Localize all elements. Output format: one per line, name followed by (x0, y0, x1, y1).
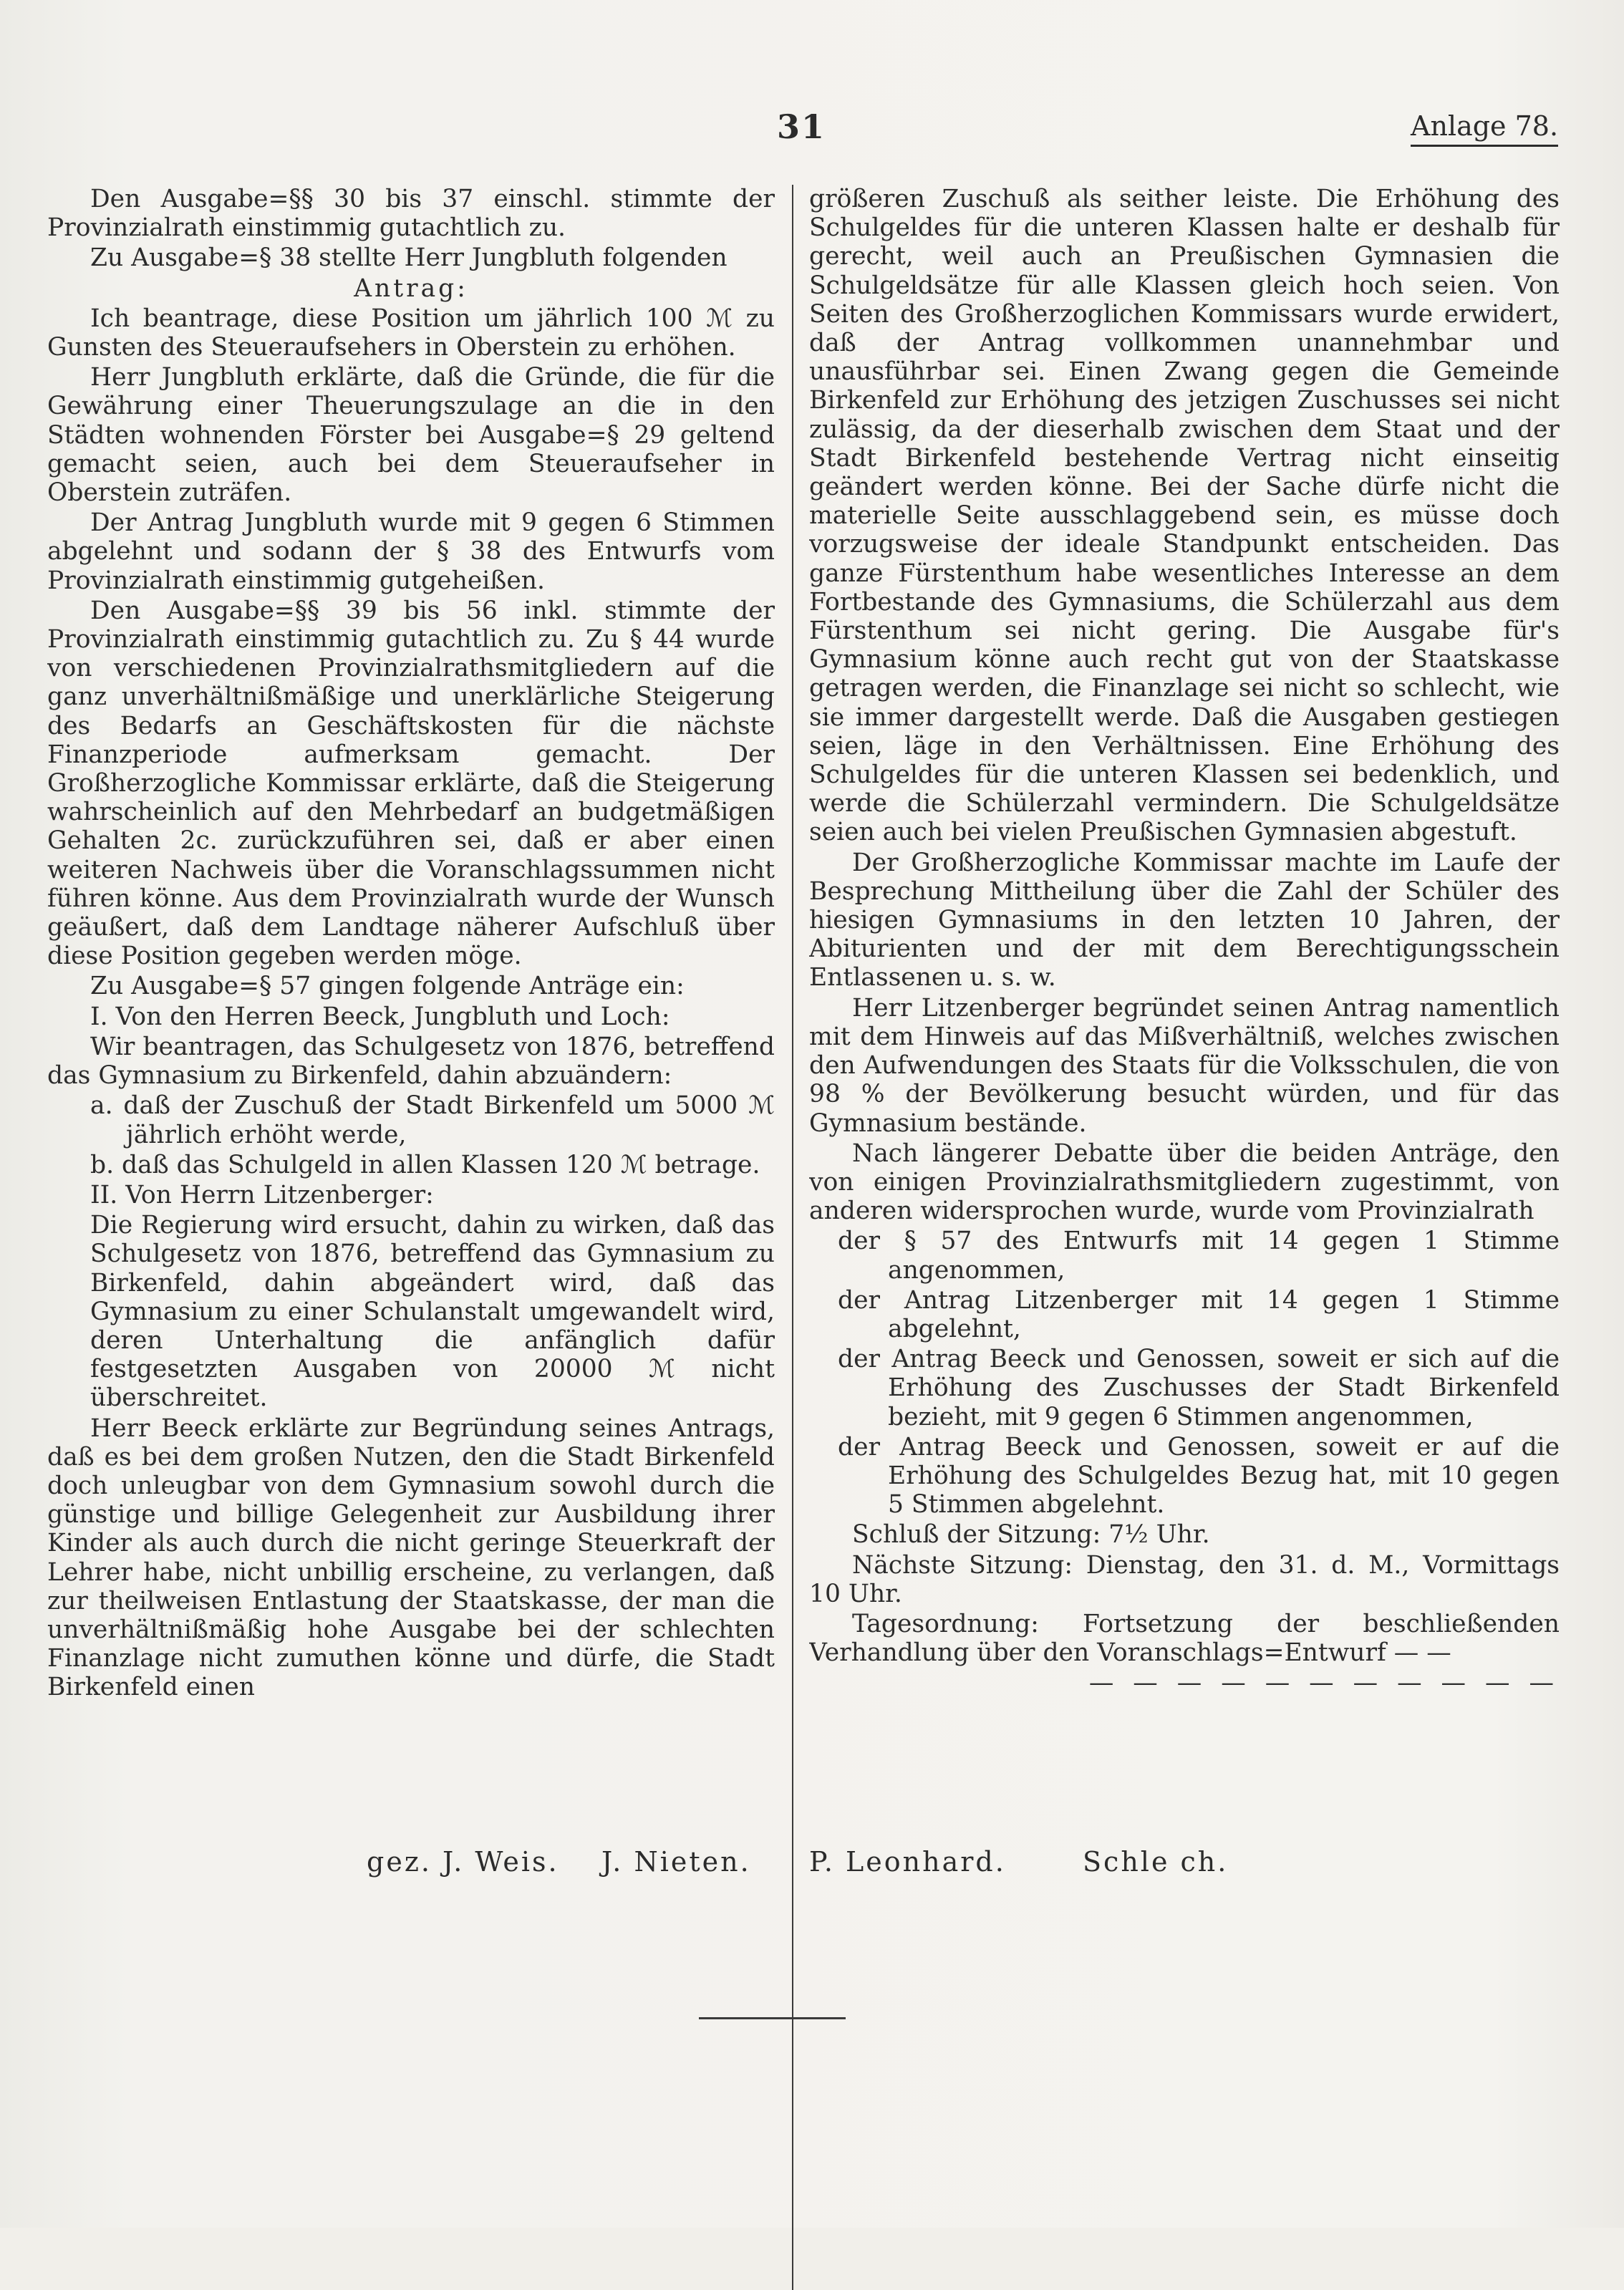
motion-item-a: a. daß der Zuschuß der Stadt Birkenfeld um 5000 ℳ jährlich erhöht werde, (90, 1091, 775, 1149)
dash-line: — — — — — — — — — — — (1088, 1668, 1560, 1698)
page-number: 31 (777, 107, 826, 146)
paragraph: größeren Zuschuß als seither leiste. Die Erhöhung des Schulgeldes für die unteren Klassen halte er deshalb für gerecht, weil auch an Preußischen Gymnasien die Schulgeldsätze für alle Klassen gleich hoch seien. Von Seiten des Großherzoglichen Kommissars wurde erwidert, daß der Antrag vollkommen unannehmbar und unausführbar sei. Einen Zwang gegen die Gemeinde Birkenfeld zur Erhöhung des jetzigen Zuschusses sei nicht zulässig, da der dieserhalb zwischen dem Staat und der Stadt Birkenfeld bestehende Vertrag nicht einseitig geändert werden könne. Bei der Sache dürfe nicht die materielle Seite ausschlaggebend sein, es müsse doch vorzugsweise der ideale Standpunkt entscheiden. Das ganze Fürstenthum habe wesentliches Interesse an dem Fortbestande des Gymnasiums, die Schülerzahl aus dem Fürstenthum sei nicht gering. Die Ausgabe für's Gymnasium könne auch recht gut von der Staatskasse getragen werden, die Finanzlage sei nicht so schlecht, wie sie immer dargestellt werde. Daß die Ausgaben gestiegen seien, läge in den Verhältnissen. Eine Erhöhung des Schulgeldes für die unteren Klassen sei bedenklich, und werde die Schülerzahl vermindern. Die Schulgeldsätze seien auch bei vielen Preußischen Gymnasien abgestuft. (809, 185, 1560, 847)
column-divider (792, 185, 793, 2290)
motion-text: Ich beantrage, diese Position um jährlich 100 ℳ zu Gunsten des Steueraufsehers in Oberstein zu erhöhen. (47, 304, 775, 362)
agenda: Tagesordnung: Fortsetzung der beschließenden Verhandlung über den Voranschlags=Entwurf — — (809, 1609, 1560, 1668)
annex-label: Anlage 78. (1411, 110, 1558, 147)
paragraph: Nach längerer Debatte über die beiden Anträge, den von einigen Provinzialrathsmitgliedern zugestimmt, von anderen widersprochen wurde, wurde vom Provinzialrath (809, 1139, 1560, 1226)
paragraph: Herr Beeck erklärte zur Begründung seines Antrags, daß es bei dem großen Nutzen, den die Stadt Birkenfeld doch unleugbar von dem Gymnasium sowohl durch die günstige und billige Gelegenheit zur Ausbildung ihrer Kinder als auch durch die nicht geringe Steuerkraft der Lehrer habe, nicht unbillig erscheine, zu verlangen, daß zur theilweisen Entlastung der Staatskasse, der man die unverhältnißmäßig hohe Ausgabe bei der schlechten Finanzlage nicht zumuthen könne und dürfe, die Stadt Birkenfeld einen (47, 1414, 775, 1702)
motion-heading: Antrag: (354, 274, 468, 303)
vote-result: der Antrag Beeck und Genossen, soweit er sich auf die Erhöhung des Zuschusses der Stadt Birkenfeld bezieht, mit 9 gegen 6 Stimmen angenommen, (838, 1345, 1560, 1431)
vote-result: der Antrag Litzenberger mit 14 gegen 1 Stimme abgelehnt, (838, 1285, 1560, 1343)
paragraph: Zu Ausgabe=§ 57 gingen folgende Anträge ein: (90, 972, 685, 1001)
vote-result: der Antrag Beeck und Genossen, soweit er auf die Erhöhung des Schulgeldes Bezug hat, mit 10 gegen 5 Stimmen abgelehnt. (838, 1432, 1560, 1520)
session-close: Schluß der Sitzung: 7½ Uhr. (852, 1520, 1210, 1550)
motion-item-b: b. daß das Schulgeld in allen Klassen 120 ℳ betrage. (90, 1150, 760, 1179)
signature-line (0, 1846, 1624, 1882)
right-column (809, 185, 1560, 1699)
signature: Schle ch. (1083, 1846, 1229, 1878)
closing-rule (699, 2017, 846, 2019)
next-session: Nächste Sitzung: Dienstag, den 31. d. M., Vormittags 10 Uhr. (809, 1550, 1560, 1608)
paragraph: II. Von Herrn Litzenberger: (90, 1180, 434, 1209)
left-column (47, 185, 775, 2286)
paragraph: Den Ausgabe=§§ 30 bis 37 einschl. stimmte der Provinzialrath einstimmig gutachtlich zu. (47, 185, 775, 243)
paragraph: Den Ausgabe=§§ 39 bis 56 inkl. stimmte der Provinzialrath einstimmig gutachtlich zu. Zu § 44 wurde von verschiedenen Provinzialrathsmitgliedern auf die ganz unverhältnißmäßige und unerklärliche Steigerung des Bedarfs an Geschäftskosten für die nächste Finanzperiode aufmerksam gemacht. Der Großherzogliche Kommissar erklärte, daß die Steigerung wahrscheinlich auf den Mehrbedarf an budgetmäßigen Gehalten 2c. zurückzuführen sei, daß er aber einen weiteren Nachweis über die Voranschlagssummen nicht führen könne. Aus dem Provinzialrath wurde der Wunsch geäußert, daß dem Landtage näherer Aufschluß über diese Position gegeben werden möge. (47, 596, 775, 971)
signature: P. Leonhard. (809, 1846, 1006, 1878)
paragraph: Der Antrag Jungbluth wurde mit 9 gegen 6 Stimmen abgelehnt und sodann der § 38 des Entwurfs vom Provinzialrath einstimmig gutgeheißen. (47, 508, 775, 595)
motion-text: Wir beantragen, das Schulgesetz von 1876, betreffend das Gymnasium zu Birkenfeld, dahin abzuändern: (47, 1032, 775, 1091)
paragraph: I. Von den Herren Beeck, Jungbluth und Loch: (90, 1002, 670, 1031)
signature: gez. J. Weis. (367, 1846, 559, 1878)
paragraph: Der Großherzogliche Kommissar machte im Laufe der Besprechung Mittheilung über die Zahl der Schüler des hiesigen Gymnasiums in den letzten 10 Jahren, der Abiturienten und der mit dem Berechtigungsschein Entlassenen u. s. w. (809, 848, 1560, 992)
paragraph: Herr Jungbluth erklärte, daß die Gründe, die für die Gewährung einer Theuerungszulage an die in den Städten wohnenden Förster bei Ausgabe=§ 29 geltend gemacht seien, auch bei dem Steueraufseher in Oberstein zuträfen. (47, 363, 775, 508)
paragraph: Herr Litzenberger begründet seinen Antrag namentlich mit dem Hinweis auf das Mißverhältniß, welches zwischen den Aufwendungen des Staats für die Volksschulen, die von 98 % der Bevölkerung besucht würden, und für das Gymnasium bestände. (809, 993, 1560, 1138)
motion-text: Die Regierung wird ersucht, dahin zu wirken, daß das Schulgesetz von 1876, betreffend das Gymnasium zu Birkenfeld, dahin abgeändert wird, daß das Gymnasium zu einer Schulanstalt umgewandelt wird, deren Unterhaltung die anfänglich dafür festgesetzten Ausgaben von 20000 ℳ nicht überschreitet. (90, 1211, 775, 1413)
page-header (0, 107, 1624, 158)
paragraph: Zu Ausgabe=§ 38 stellte Herr Jungbluth folgenden (90, 243, 728, 273)
vote-result: der § 57 des Entwurfs mit 14 gegen 1 Stimme angenommen, (838, 1227, 1560, 1285)
signature: J. Nieten. (601, 1846, 751, 1878)
